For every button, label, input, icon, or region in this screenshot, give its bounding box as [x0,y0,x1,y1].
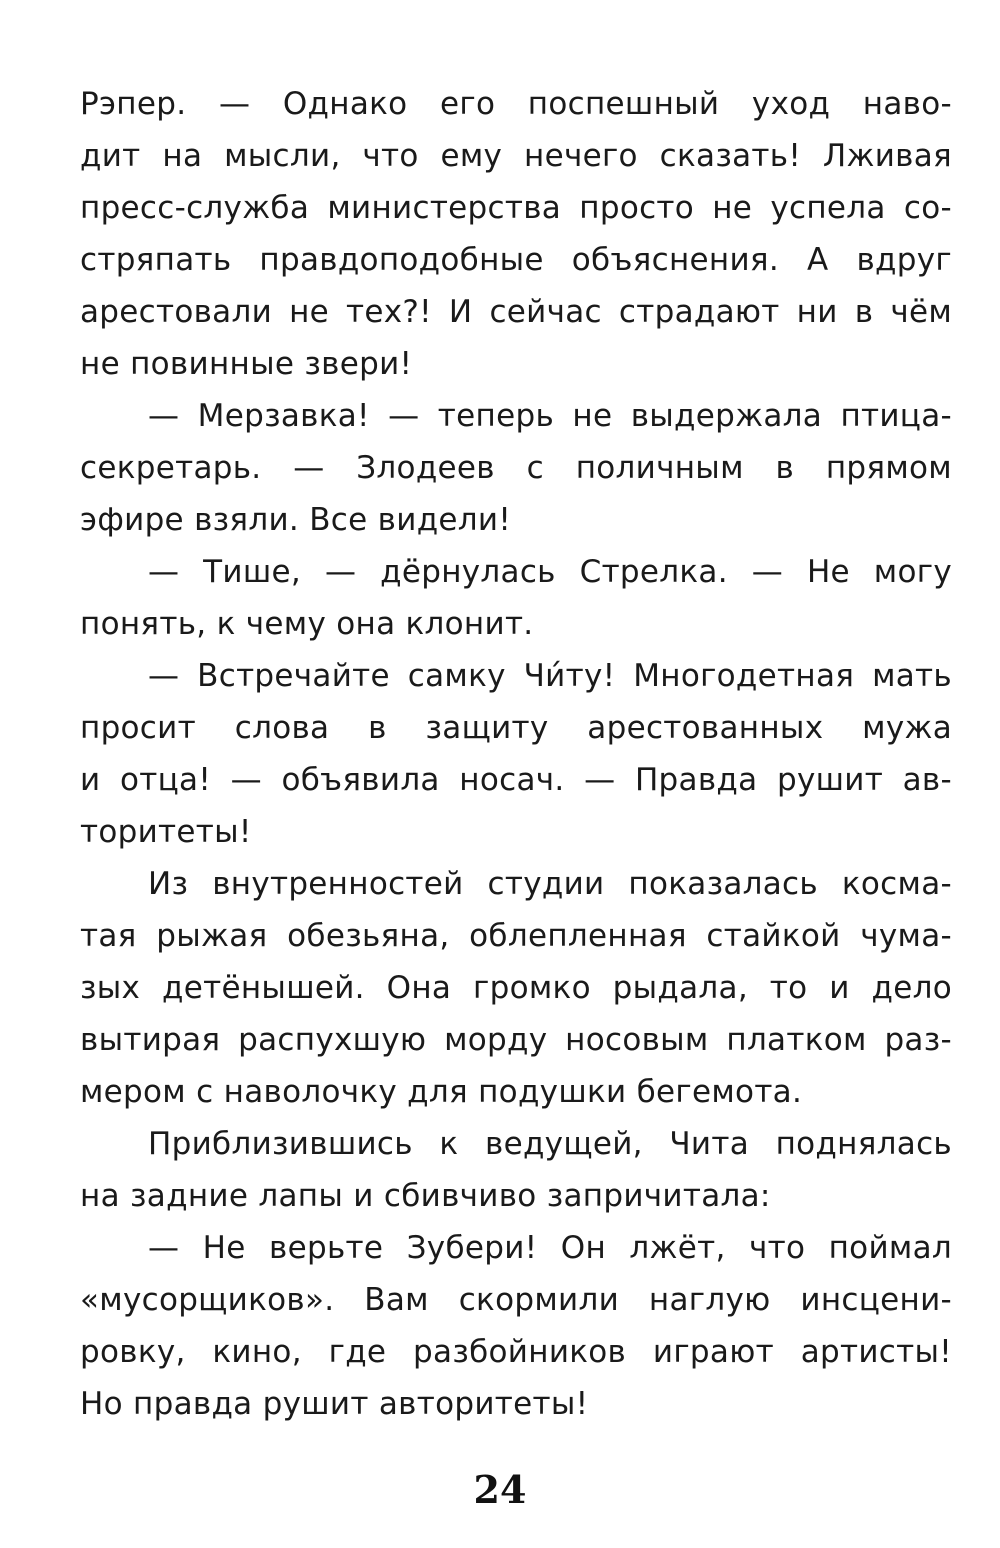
text-line: и отца! — объявила носач. — Правда рушит ав- [80,762,952,798]
page-number: 24 [473,1467,527,1512]
text-line: — Не верьте Зубери! Он лжёт, что поймал [148,1230,952,1266]
text-line: Рэпер. — Однако его поспешный уход наво- [80,86,952,122]
book-page-text [80,78,952,1430]
text-line: эфире взяли. Все видели! [80,502,512,538]
text-line: не повинные звери! [80,346,413,382]
text-line: тая рыжая обезьяна, облепленная стайкой чума- [80,918,952,954]
text-line: — Тише, — дёрнулась Стрелка. — Не могу [148,554,952,590]
text-line: Но правда рушит авторитеты! [80,1386,589,1422]
text-line: понять, к чему она клонит. [80,606,534,642]
text-line: — Мерзавка! — теперь не выдержала птица- [148,398,952,434]
text-line: торитеты! [80,814,252,850]
text-line: зых детёнышей. Она громко рыдала, то и дело [80,970,952,1006]
text-line: вытирая распухшую морду носовым платком раз- [80,1022,952,1058]
text-line: ровку, кино, где разбойников играют артисты! [80,1334,952,1370]
text-line: просит слова в защиту арестованных мужа [80,710,952,746]
text-line: дит на мысли, что ему нечего сказать! Лживая [80,138,952,174]
text-line: — Встречайте самку Чи́ту! Многодетная мать [148,658,952,694]
text-line: на задние лапы и сбивчиво запричитала: [80,1178,771,1214]
text-line: пресс-служба министерства просто не успела со- [80,190,952,226]
text-line: Из внутренностей студии показалась косма- [148,866,952,902]
text-line: арестовали не тех?! И сейчас страдают ни в чём [80,294,952,330]
text-line: Приблизившись к ведущей, Чита поднялась [148,1126,952,1162]
text-line: секретарь. — Злодеев с поличным в прямом [80,450,952,486]
text-line: мером с наволочку для подушки бегемота. [80,1074,803,1110]
text-line: «мусорщиков». Вам скормили наглую инсцени- [80,1282,952,1318]
text-line: стряпать правдоподобные объяснения. А вдруг [80,242,952,278]
